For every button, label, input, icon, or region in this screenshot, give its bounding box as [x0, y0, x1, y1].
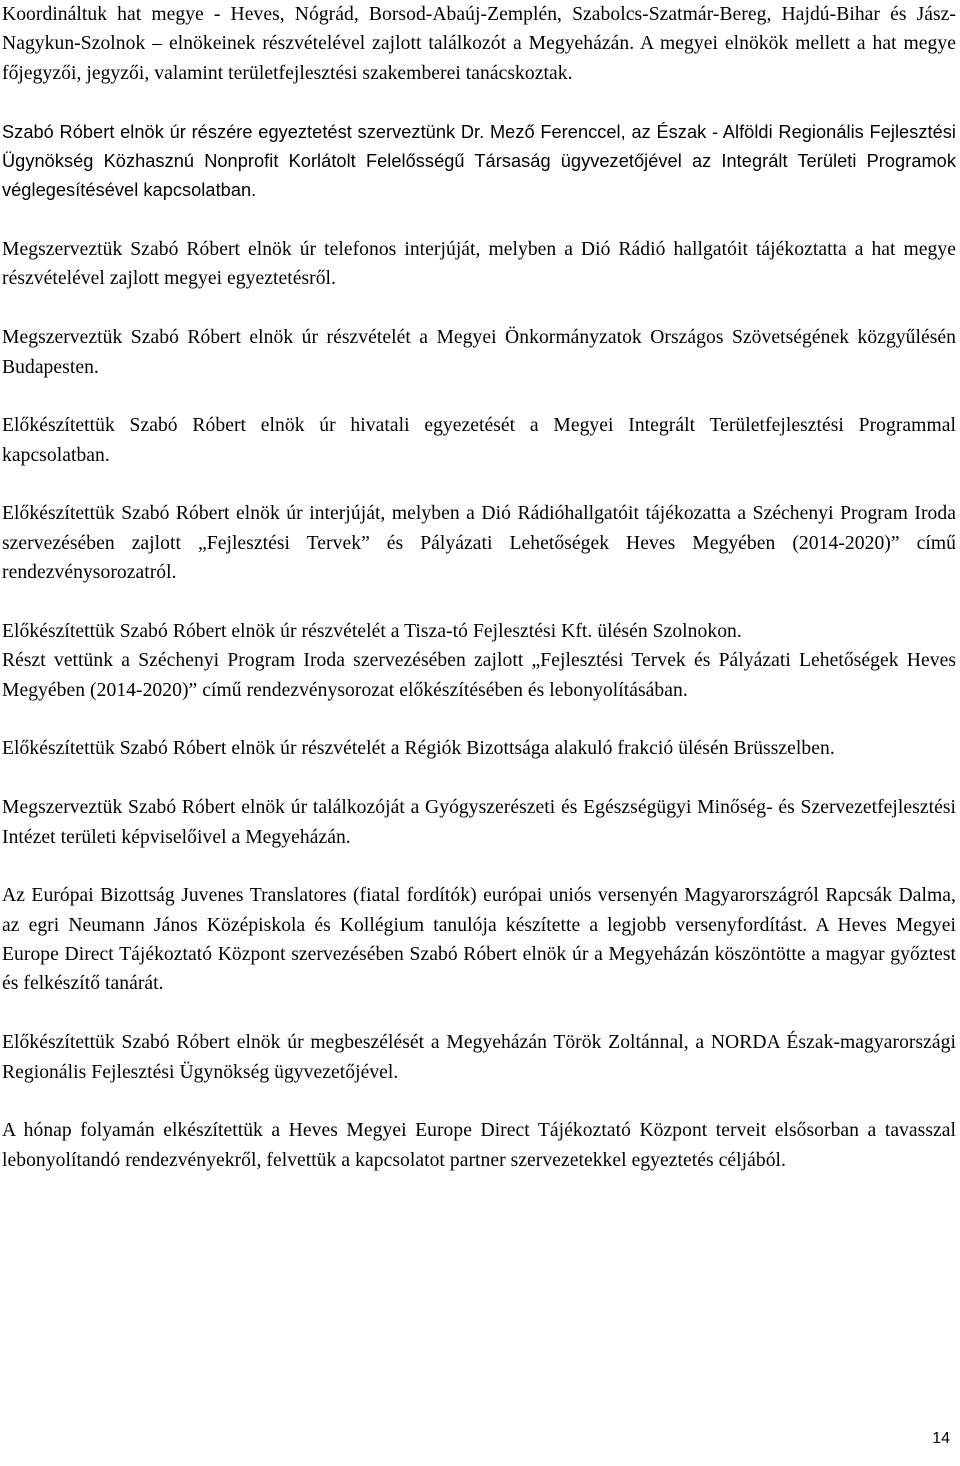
- paragraph-committee-of-regions: Előkészítettük Szabó Róbert elnök úr részvételét a Régiók Bizottsága alakuló frakció ülésén Brüsszelben.: [2, 738, 835, 760]
- paragraph-event-series-organization: Részt vettünk a Széchenyi Program Iroda szervezésében zajlott „Fejlesztési Tervek és Pályázati Lehetőségek Heves Megyében (2014-2020)” című rendezvénysorozat előkészítésében és lebonyolításában.: [2, 650, 956, 701]
- paragraph-dio-radio-interview: Megszerveztük Szabó Róbert elnök úr telefonos interjúját, melyben a Dió Rádió hallgatóit tájékoztatta a hat megye részvételével zajlott megyei egyeztetésről.: [2, 239, 956, 290]
- paragraph-europe-direct-plans: A hónap folyamán elkészítettük a Heves Megyei Europe Direct Tájékoztató Központ terveit elsősorban a tavasszal lebonyolítandó rendezvényekről, felvettük a kapcsolatot partner szervezetekkel egyeztetés céljából.: [2, 1120, 956, 1171]
- paragraph-gyemszi-meeting: Megszerveztük Szabó Róbert elnök úr találkozóját a Gyógyszerészeti és Egészségügyi Minőség- és Szervezetfejlesztési Intézet területi képviselőivel a Megyeházán.: [2, 797, 956, 848]
- paragraph-norda-meeting: Előkészítettük Szabó Róbert elnök úr megbeszélését a Megyeházán Török Zoltánnal, a NORDA Észak-magyarországi Regionális Fejlesztési Ügynökség ügyvezetőjével.: [2, 1032, 956, 1083]
- page-number: 14: [932, 1430, 950, 1447]
- paragraph-coordination-meeting: Koordináltuk hat megye - Heves, Nógrád, Borsod-Abaúj-Zemplén, Szabolcs-Szatmár-Bereg, Hajdú-Bihar és Jász-Nagykun-Szolnok – elnökeinek részvételével zajlott találkozót a Megyeházán. A megyei elnökök mellett a hat megye főjegyzői, jegyzői, valamint területfejlesztési szakemberei tanácskoztak.: [2, 4, 956, 84]
- paragraph-mezo-ferenc-meeting: Szabó Róbert elnök úr részére egyeztetést szerveztünk Dr. Mező Ferenccel, az Észak - Alföldi Regionális Fejlesztési Ügynökség Közhasznú Nonprofit Korlátolt Felelősségű Társaság ügyvezetőjével az Integrált Területi Programok véglegesítésével kapcsolatban.: [2, 121, 956, 201]
- document-body: [2, 0, 956, 1175]
- paragraph-tisza-to-meeting: Előkészítettük Szabó Róbert elnök úr részvételét a Tisza-tó Fejlesztési Kft. ülésén Szolnokon.: [2, 620, 742, 642]
- paragraph-juvenes-translatores: Az Európai Bizottság Juvenes Translatores (fiatal fordítók) európai uniós versenyén Magyarországról Rapcsák Dalma, az egri Neumann János Középiskola és Kollégium tanulója készítette a legjobb versenyfordítást. A Heves Megyei Europe Direct Tájékoztató Központ szervezésében Szabó Róbert elnök úr a Megyeházán köszöntötte a magyar győztest és felkészítő tanárát.: [2, 885, 956, 995]
- paragraph-development-plans-interview: Előkészítettük Szabó Róbert elnök úr interjúját, melyben a Dió Rádióhallgatóit tájékozatta a Széchenyi Program Iroda szervezésében zajlott „Fejlesztési Tervek” és Pályázati Lehetőségek Heves Megyében (2014-2020)” című rendezvénysorozatról.: [2, 503, 956, 584]
- paragraph-integrated-program-consultation: Előkészítettük Szabó Róbert elnök úr hivatali egyezetését a Megyei Integrált Területfejlesztési Programmal kapcsolatban.: [2, 415, 956, 466]
- paragraph-moosz-general-assembly: Megszerveztük Szabó Róbert elnök úr részvételét a Megyei Önkormányzatok Országos Szövetségének közgyűlésén Budapesten.: [2, 327, 956, 378]
